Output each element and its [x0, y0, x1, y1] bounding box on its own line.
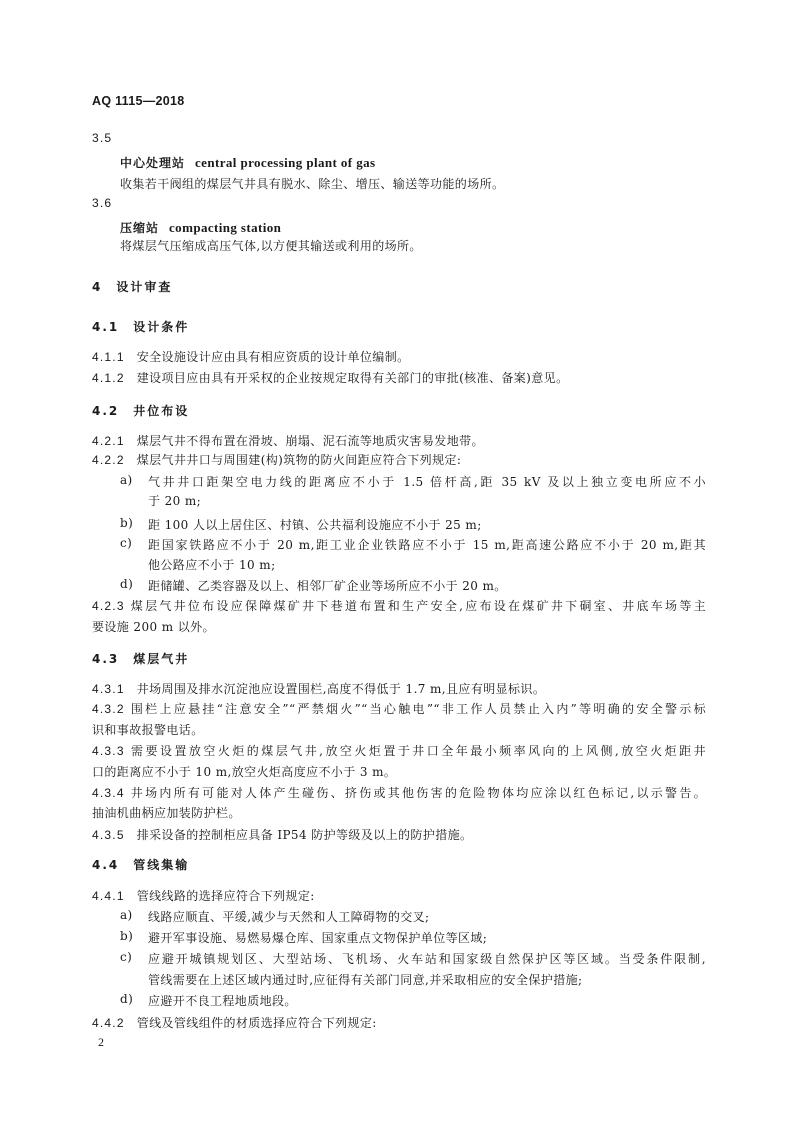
clause-number-3-6: 3.6: [92, 196, 113, 210]
term-3-6: [120, 217, 281, 236]
list-item-label-d: d): [120, 577, 134, 591]
clause-4-3-4-line-1: [92, 784, 706, 801]
section-4-1-heading: [92, 318, 189, 335]
section-4-3-heading: [92, 650, 189, 667]
term-3-5: [120, 152, 375, 171]
section-title: 设计条件: [133, 320, 190, 334]
list-item-label-d: d): [120, 992, 134, 1006]
clause-4-4-1: [92, 887, 315, 904]
list-item-c-line-2: 管线需要在上述区域内通过时,应征得有关部门同意,并采取相应的安全保护措施;: [148, 973, 583, 987]
clause-text: 需要设置放空火炬的煤层气井,放空火炬置于井口全年最小频率风向的上风侧,放空火炬距井: [131, 744, 706, 758]
list-item-label-a: a): [120, 908, 133, 922]
clause-number: 4.1.1: [92, 350, 125, 364]
list-item-c-line-1: 距国家铁路应不小于 20 m,距工业企业铁路应不小于 15 m,距高速公路应不小于 20 m,距其: [148, 538, 706, 552]
section-number: 4.3: [92, 652, 120, 666]
list-item-a-line-1: 气井井口距架空电力线的距离应不小于 1.5 倍杆高,距 35 kV 及以上独立变电所应不小: [148, 475, 706, 489]
list-item-label-c: c): [120, 950, 133, 964]
clause-text: 安全设施设计应由具有相应资质的设计单位编制。: [136, 350, 410, 364]
list-item-a-line-2: 于 20 m;: [148, 494, 202, 508]
clause-4-1-2: [92, 369, 568, 386]
term-en: compacting station: [169, 220, 282, 235]
clause-text: 煤层气井不得布置在滑坡、崩塌、泥石流等地质灾害易发地带。: [136, 434, 484, 448]
clause-number: 4.2.3: [92, 599, 125, 613]
list-item-label-b: b): [120, 929, 134, 943]
clause-number: 4.3.5: [92, 828, 125, 842]
clause-4-3-5: [92, 826, 472, 843]
clause-text: 井场内所有可能对人体产生碰伤、挤伤或其他伤害的危险物体均应涂以红色标记,以示警告。: [130, 786, 706, 800]
clause-text: 煤层气井井口与周围建(构)筑物的防火间距应符合下列规定:: [136, 453, 462, 467]
clause-text: 管线及管线组件的材质选择应符合下列规定:: [136, 1016, 377, 1030]
clause-4-3-2-line-1: [92, 700, 706, 717]
clause-text: 井场周围及排水沉淀池应设置围栏,高度不得低于 1.7 m,且应有明显标识。: [136, 682, 546, 696]
section-4-4-heading: [92, 856, 189, 873]
clause-4-3-4-line-2: 抽油机曲柄应加装防护栏。: [92, 806, 241, 820]
section-number: 4: [92, 280, 103, 294]
list-item-b-line-1: 避开军事设施、易燃易爆仓库、国家重点文物保护单位等区域;: [148, 931, 488, 945]
list-item-label-b: b): [120, 516, 134, 530]
section-title: 煤层气井: [133, 652, 190, 666]
list-item-label-c: c): [120, 536, 133, 550]
clause-4-1-1: [92, 348, 410, 365]
clause-number: 4.3.1: [92, 682, 125, 696]
clause-text: 排采设备的控制柜应具备 IP54 防护等级及以上的防护措施。: [136, 828, 473, 842]
clause-4-2-3-line-1: [92, 597, 706, 614]
section-title: 管线集输: [133, 858, 190, 872]
list-item-d-line-1: 距储罐、乙类容器及以上、相邻厂矿企业等场所应不小于 20 m。: [148, 579, 507, 593]
section-4-2-heading: [92, 402, 189, 419]
clause-number: 4.4.1: [92, 889, 125, 903]
clause-4-3-2-line-2: 识和事故报警电话。: [92, 723, 204, 737]
clause-number: 4.3.4: [92, 786, 125, 800]
clause-4-2-2: [92, 451, 461, 468]
clause-text: 围栏上应悬挂“注意安全”“严禁烟火”“当心触电”“非工作人员禁止入内”等明确的安全警示标: [130, 702, 707, 716]
section-4-heading: [92, 278, 172, 295]
clause-number-3-5: 3.5: [92, 131, 113, 145]
clause-number: 4.3.3: [92, 744, 125, 758]
list-item-label-a: a): [120, 473, 133, 487]
clause-number: 4.1.2: [92, 371, 125, 385]
section-number: 4.4: [92, 858, 120, 872]
clause-text: 煤层气井位布设应保障煤矿井下巷道布置和生产安全,应布设在煤矿井下硐室、井底车场等主: [130, 599, 706, 613]
clause-4-2-1: [92, 432, 484, 449]
standard-number: AQ 1115—2018: [92, 94, 185, 108]
clause-4-4-2: [92, 1014, 377, 1031]
clause-text: 管线线路的选择应符合下列规定:: [136, 889, 315, 903]
list-item-c-line-2: 他公路应不小于 10 m;: [148, 558, 276, 572]
list-item-b-line-1: 距 100 人以上居住区、村镇、公共福利设施应不小于 25 m;: [148, 518, 482, 532]
section-number: 4.2: [92, 404, 120, 418]
clause-4-3-3-line-1: [92, 742, 706, 759]
clause-text: 建设项目应由具有开采权的企业按规定取得有关部门的审批(核准、备案)意见。: [136, 371, 569, 385]
term-en: central processing plant of gas: [195, 155, 376, 170]
clause-number: 4.2.2: [92, 453, 125, 467]
clause-4-3-1: [92, 680, 545, 697]
list-item-d-line-1: 应避开不良工程地质地段。: [148, 994, 297, 1008]
section-title: 井位布设: [133, 404, 190, 418]
definition-3-5: 收集若干阀组的煤层气井具有脱水、除尘、增压、输送等功能的场所。: [120, 177, 505, 191]
clause-number: 4.3.2: [92, 702, 125, 716]
term-zh: 中心处理站: [120, 156, 186, 170]
clause-number: 4.4.2: [92, 1016, 125, 1030]
page-number: 2: [98, 1035, 104, 1049]
definition-3-6: 将煤层气压缩成高压气体,以方便其输送或利用的场所。: [120, 239, 422, 253]
list-item-c-line-1: 应避开城镇规划区、大型站场、飞机场、火车站和国家级自然保护区等区域。当受条件限制,: [148, 952, 706, 966]
term-zh: 压缩站: [120, 221, 160, 235]
clause-4-3-3-line-2: 口的距离应不小于 10 m,放空火炬高度应不小于 3 m。: [92, 765, 397, 779]
section-number: 4.1: [92, 320, 120, 334]
clause-number: 4.2.1: [92, 434, 125, 448]
section-title: 设计审查: [116, 280, 173, 294]
clause-4-2-3-line-2: 要设施 200 m 以外。: [92, 620, 215, 634]
list-item-a-line-1: 线路应顺直、平缓,减少与天然和人工障碍物的交叉;: [148, 910, 430, 924]
